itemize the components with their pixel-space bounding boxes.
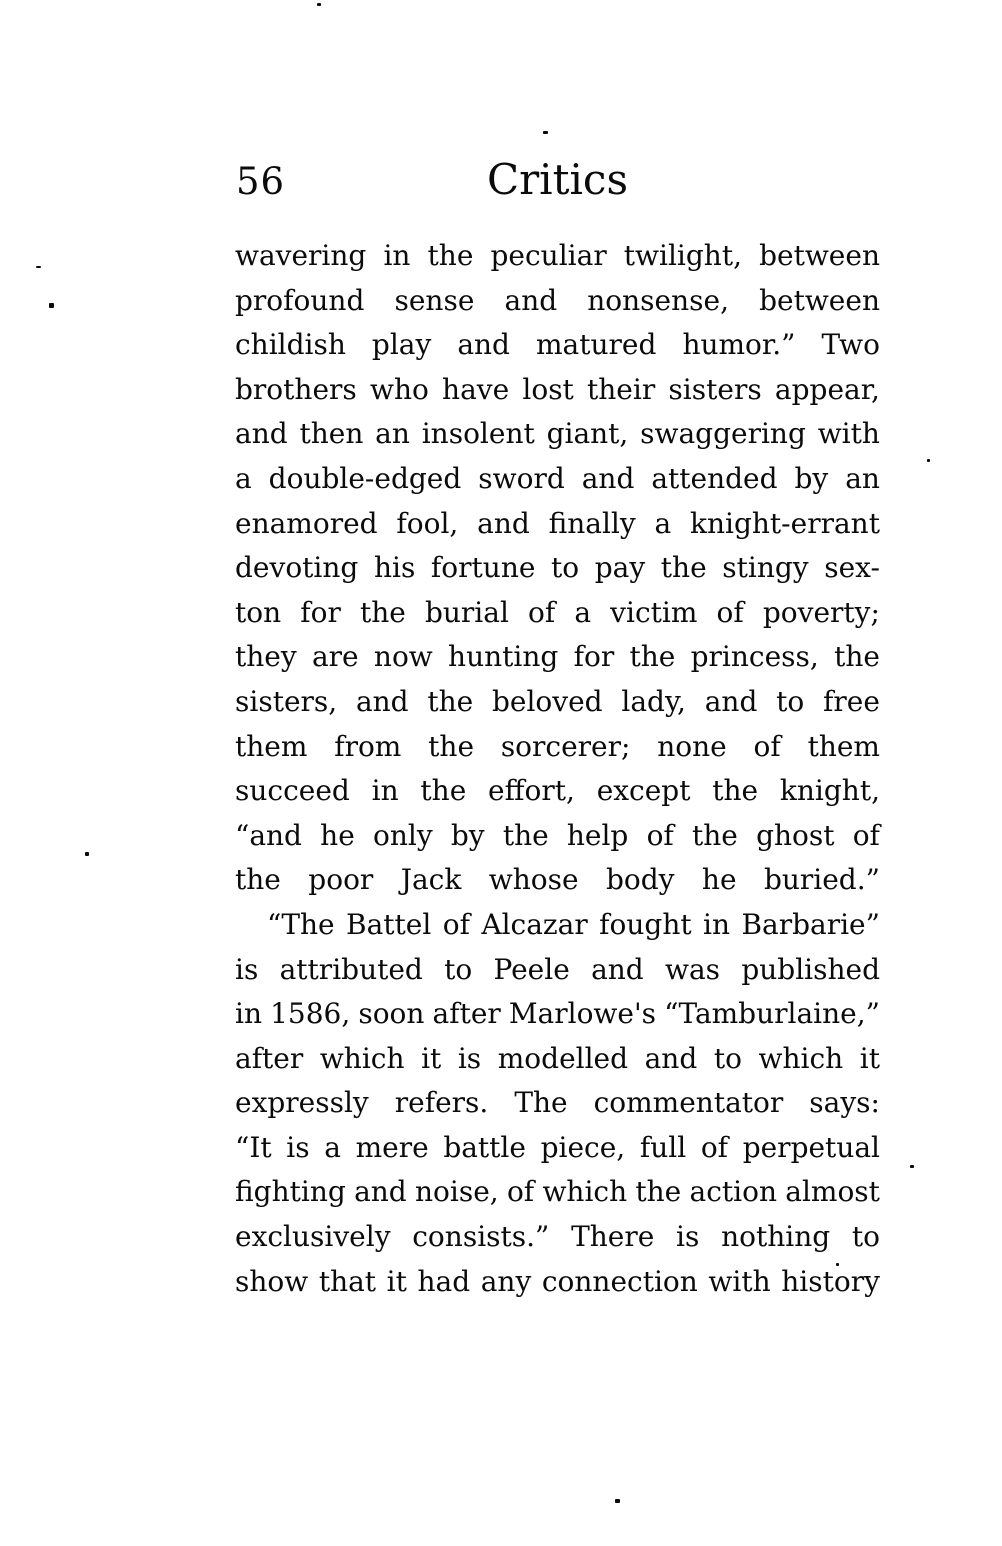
text-line: ton for the burial of a victim of poverty; — [235, 595, 880, 629]
text-line: succeed in the effort, except the knight, — [235, 774, 880, 808]
text-line: show that it had any connection with history — [235, 1264, 880, 1298]
scan-speck — [927, 459, 930, 462]
text-line: “The Battel of Alcazar fought in Barbarie” — [267, 907, 880, 941]
text-line: “and he only by the help of the ghost of — [235, 818, 880, 852]
text-line: sisters, and the beloved lady, and to free — [235, 684, 880, 718]
text-line: and then an insolent giant, swaggering with — [235, 417, 880, 451]
text-line: “It is a mere battle piece, full of perpetual — [235, 1130, 880, 1164]
text-line: profound sense and nonsense, between — [235, 283, 880, 317]
text-line: enamored fool, and finally a knight-errant — [235, 506, 880, 540]
scan-speck — [910, 1165, 914, 1168]
scan-speck — [36, 266, 41, 268]
text-line: after which it is modelled and to which it — [235, 1041, 880, 1075]
text-line: wavering in the peculiar twilight, between — [235, 239, 880, 272]
text-line: expressly refers. The commentator says: — [235, 1086, 880, 1120]
page-number: 56 — [236, 160, 286, 203]
scan-speck — [85, 852, 89, 856]
text-line: brothers who have lost their sisters appear, — [235, 372, 880, 406]
text-line: fighting and noise, of which the action almost — [235, 1175, 880, 1209]
text-line: is attributed to Peele and was published — [235, 952, 880, 986]
running-title: Critics — [486, 155, 629, 204]
text-line: devoting his fortune to pay the stingy sex- — [235, 551, 880, 585]
scan-speck — [543, 131, 548, 134]
text-line: they are now hunting for the princess, the — [235, 640, 880, 674]
text-line: childish play and matured humor.” Two — [235, 328, 880, 362]
scan-speck — [49, 303, 54, 308]
text-line: a double-edged sword and attended by an — [235, 461, 880, 495]
text-line: them from the sorcerer; none of them — [235, 729, 880, 763]
text-line: the poor Jack whose body he buried.” — [235, 863, 880, 897]
scan-speck — [317, 3, 321, 6]
text-line: in 1586, soon after Marlowe's “Tamburlaine,” — [235, 997, 880, 1031]
scan-speck — [615, 1499, 620, 1503]
text-line: exclusively consists.” There is nothing to — [235, 1220, 880, 1254]
body-text — [235, 239, 880, 1309]
